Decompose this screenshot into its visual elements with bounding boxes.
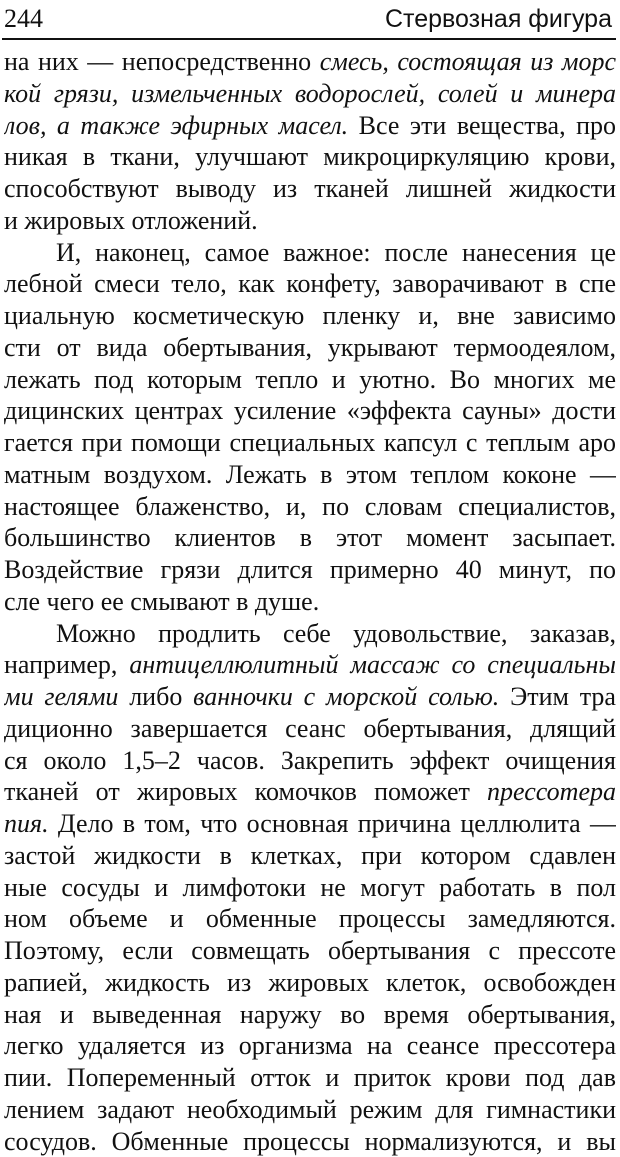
text-line	[4, 586, 616, 618]
text-segment: либо	[118, 682, 193, 711]
text-line	[4, 110, 616, 142]
italic-text-segment: смесь, состоящая из морс	[320, 47, 616, 76]
running-title: Стервозная фигура	[385, 4, 612, 34]
text-segment: ном объеме и обменные процессы замедляются.	[4, 904, 616, 933]
text-line	[4, 46, 616, 78]
text-line	[4, 205, 616, 237]
text-segment: пии. Попеременный отток и приток крови под дав	[4, 1063, 616, 1092]
text-segment: матным воздухом. Лежать в этом теплом коконе —	[4, 460, 616, 489]
text-line	[4, 554, 616, 586]
text-line	[4, 1062, 616, 1094]
text-segment: Воздействие грязи длится примерно 40 минут, по	[4, 555, 616, 584]
text-segment: лением задают необходимый режим для гимнастики	[4, 1095, 616, 1124]
text-segment: ные сосуды и лимфотоки не могут работать в пол	[4, 873, 616, 902]
text-line	[4, 1094, 616, 1126]
text-line	[4, 173, 616, 205]
text-line	[4, 364, 616, 396]
text-line	[4, 903, 616, 935]
text-segment: тканей от жировых комочков поможет	[4, 777, 487, 806]
text-segment: и жировых отложений.	[4, 206, 258, 235]
text-line	[4, 681, 616, 713]
text-segment: застой жидкости в клетках, при котором сдавлен	[4, 841, 616, 870]
text-line	[4, 618, 616, 650]
italic-text-segment: антицеллюлитный массаж со специальны	[129, 650, 616, 679]
text-segment: сле чего ее смывают в душе.	[4, 587, 319, 616]
text-line	[4, 776, 616, 808]
text-line	[4, 237, 616, 269]
text-line	[4, 427, 616, 459]
text-line	[4, 935, 616, 967]
text-segment: сосудов. Обменные процессы нормализуются, и вы	[4, 1127, 616, 1156]
text-segment: на них — непосредственно	[4, 47, 320, 76]
text-segment: рапией, жидкость из жировых клеток, освобожден	[4, 968, 616, 997]
text-segment: гается при помощи специальных капсул с теплым аро	[4, 428, 616, 457]
text-segment: ная и выведенная наружу во время обертывания,	[4, 1000, 616, 1029]
text-line	[4, 713, 616, 745]
text-segment: Поэтому, если совмещать обертывания с прессоте	[4, 936, 616, 965]
italic-text-segment: кой грязи, измельченных водорослей, солей и минера	[4, 79, 616, 108]
page-number: 244	[4, 4, 43, 34]
text-segment: например,	[4, 650, 129, 679]
italic-text-segment: лов, а также эфирных масел.	[4, 111, 348, 140]
text-segment: ся около 1,5–2 часов. Закрепить эффект очищения	[4, 746, 616, 775]
text-line	[4, 1126, 616, 1157]
text-segment: способствуют выводу из тканей лишней жидкости	[4, 174, 616, 203]
text-line	[4, 872, 616, 904]
text-segment: Дело в том, что основная причина целлюлита —	[49, 809, 616, 838]
header-rule	[2, 38, 616, 40]
body-text	[4, 46, 616, 1157]
text-line	[4, 491, 616, 523]
text-line	[4, 268, 616, 300]
text-segment: легко удаляется из организма на сеансе прессотера	[4, 1031, 616, 1060]
text-segment: циальную косметическую пленку и, вне зависимо	[4, 301, 616, 330]
text-segment: И, наконец, самое важное: после нанесения це	[56, 238, 616, 267]
text-segment: Все эти вещества, про	[348, 111, 616, 140]
text-line	[4, 522, 616, 554]
italic-text-segment: прессотера	[487, 777, 616, 806]
text-segment: большинство клиентов в этот момент засыпает.	[4, 523, 616, 552]
text-segment: сти от вида обертывания, укрывают термоодеялом,	[4, 333, 616, 362]
italic-text-segment: ванночки с морской солью.	[193, 682, 499, 711]
text-line	[4, 300, 616, 332]
text-segment: Можно продлить себе удовольствие, заказав,	[56, 619, 616, 648]
text-line	[4, 78, 616, 110]
text-line	[4, 332, 616, 364]
text-segment: диционно завершается сеанс обертывания, длящий	[4, 714, 616, 743]
text-line	[4, 141, 616, 173]
text-segment: настоящее блаженство, и, по словам специалистов,	[4, 492, 616, 521]
text-line	[4, 745, 616, 777]
text-line	[4, 1030, 616, 1062]
text-line	[4, 395, 616, 427]
text-segment: дицинских центрах усиление «эффекта сауны» дости	[4, 396, 616, 425]
page-header	[4, 0, 612, 34]
text-line	[4, 999, 616, 1031]
text-segment: лежать под которым тепло и уютно. Во многих ме	[4, 365, 616, 394]
text-segment: Этим тра	[499, 682, 616, 711]
text-segment: никая в ткани, улучшают микроциркуляцию крови,	[4, 142, 616, 171]
text-line	[4, 808, 616, 840]
text-line	[4, 459, 616, 491]
text-line	[4, 967, 616, 999]
text-line	[4, 649, 616, 681]
italic-text-segment: пия.	[4, 809, 49, 838]
italic-text-segment: ми гелями	[4, 682, 118, 711]
text-line	[4, 840, 616, 872]
text-segment: лебной смеси тело, как конфету, заворачивают в спе	[4, 269, 616, 298]
